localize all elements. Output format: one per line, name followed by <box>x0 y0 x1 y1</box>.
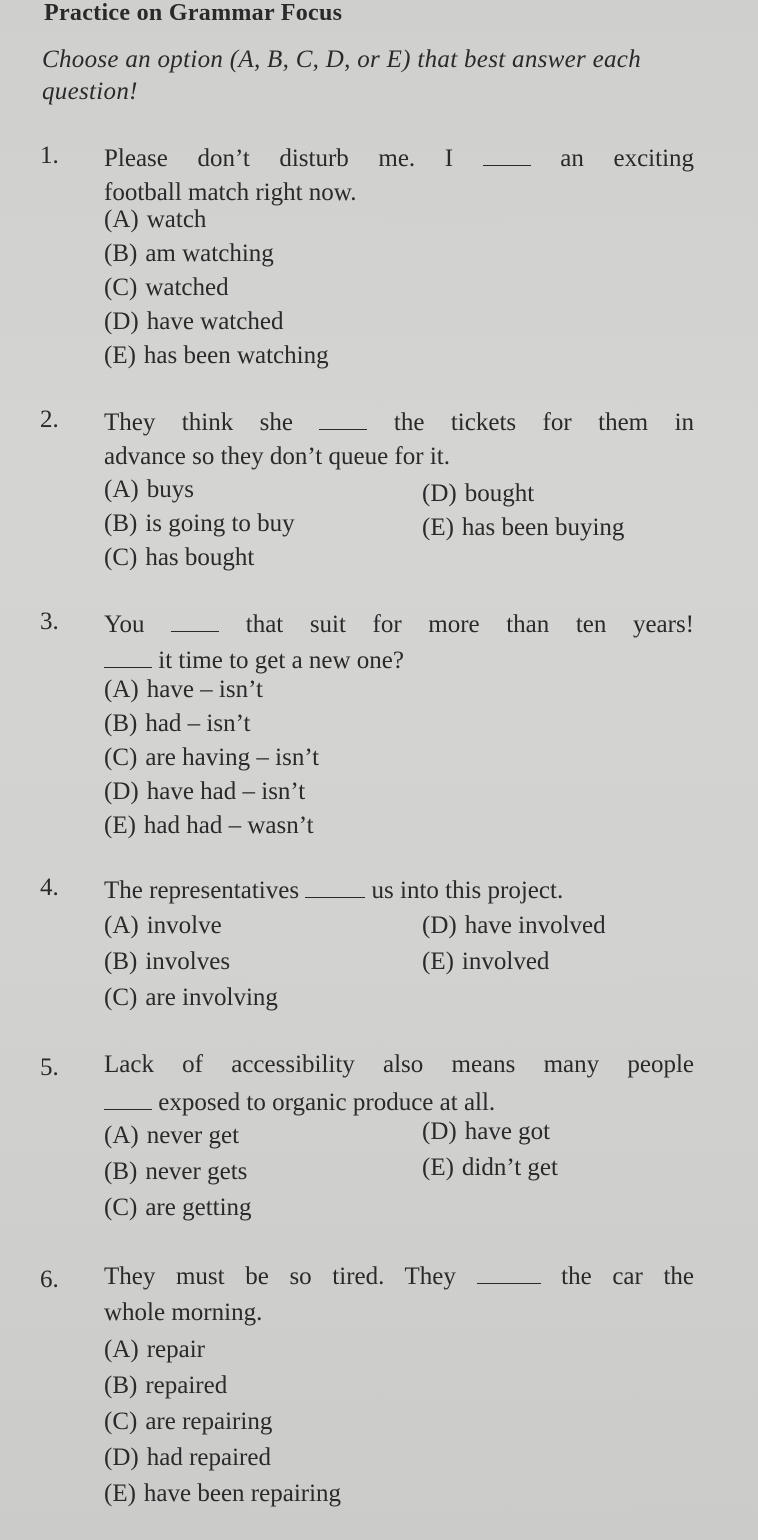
question-stem-line2: whole morning. <box>104 1299 263 1326</box>
question-number: 4. <box>40 874 59 901</box>
option-d[interactable]: (D) have watched <box>104 308 284 335</box>
option-e[interactable]: (E) has been buying <box>422 514 625 541</box>
option-e[interactable]: (E) involved <box>422 948 550 975</box>
option-a[interactable]: (A) buys <box>104 476 194 503</box>
question-number: 5. <box>40 1054 59 1081</box>
option-e[interactable]: (E) had had – wasn’t <box>104 812 314 839</box>
option-c[interactable]: (C) watched <box>104 274 229 301</box>
option-c[interactable]: (C) are involving <box>104 984 278 1011</box>
option-d[interactable]: (D) had repaired <box>104 1444 271 1471</box>
question-stem-line1: You that suit for more than ten years! <box>104 611 695 638</box>
answer-blank[interactable] <box>171 621 219 632</box>
option-b[interactable]: (B) never gets <box>104 1158 248 1185</box>
option-d[interactable]: (D) have had – isn’t <box>104 778 306 805</box>
option-a[interactable]: (A) never get <box>104 1122 240 1149</box>
question-stem-line2: advance so they don’t queue for it. <box>104 443 450 470</box>
question-stem-line1: Please don’t disturb me. I an exciting <box>104 145 695 172</box>
question-number: 3. <box>40 608 59 635</box>
question-number: 1. <box>40 142 59 169</box>
option-a[interactable]: (A) watch <box>104 206 207 233</box>
worksheet-heading: Practice on Grammar Focus <box>44 0 343 26</box>
question-stem-line1: They think she the tickets for them in <box>104 409 695 436</box>
option-d[interactable]: (D) have involved <box>422 912 606 939</box>
question-stem-line2: football match right now. <box>104 179 357 206</box>
question-stem-line2: it time to get a new one? <box>104 644 694 678</box>
answer-blank[interactable] <box>305 887 365 898</box>
option-b[interactable]: (B) am watching <box>104 240 274 267</box>
question-stem-line1: The representatives us into this project. <box>104 877 564 904</box>
option-c[interactable]: (C) are getting <box>104 1194 252 1221</box>
answer-blank[interactable] <box>319 419 367 430</box>
question-stem-line1: Lack of accessibility also means many people <box>104 1051 694 1078</box>
option-e[interactable]: (E) has been watching <box>104 342 329 369</box>
option-b[interactable]: (B) repaired <box>104 1372 228 1399</box>
option-d[interactable]: (D) have got <box>422 1118 551 1145</box>
option-b[interactable]: (B) is going to buy <box>104 510 295 537</box>
answer-blank[interactable] <box>104 1099 152 1110</box>
option-a[interactable]: (A) have – isn’t <box>104 676 263 703</box>
question-stem-line1: They must be so tired. They the car the <box>104 1263 695 1290</box>
option-d[interactable]: (D) bought <box>422 480 535 507</box>
question-number: 6. <box>40 1266 59 1293</box>
option-b[interactable]: (B) had – isn’t <box>104 710 251 737</box>
option-c[interactable]: (C) has bought <box>104 544 255 571</box>
option-b[interactable]: (B) involves <box>104 948 231 975</box>
option-e[interactable]: (E) have been repairing <box>104 1480 342 1507</box>
option-e[interactable]: (E) didn’t get <box>422 1154 558 1181</box>
answer-blank[interactable] <box>104 657 152 668</box>
question-number: 2. <box>40 406 59 433</box>
answer-blank[interactable] <box>477 1273 541 1284</box>
option-c[interactable]: (C) are having – isn’t <box>104 744 320 771</box>
option-c[interactable]: (C) are repairing <box>104 1408 273 1435</box>
option-a[interactable]: (A) involve <box>104 912 222 939</box>
instructions: Choose an option (A, B, C, D, or E) that best answer each question! <box>42 46 641 105</box>
option-a[interactable]: (A) repair <box>104 1336 206 1363</box>
answer-blank[interactable] <box>483 155 531 166</box>
question-stem-line2: exposed to organic produce at all. <box>104 1086 694 1120</box>
